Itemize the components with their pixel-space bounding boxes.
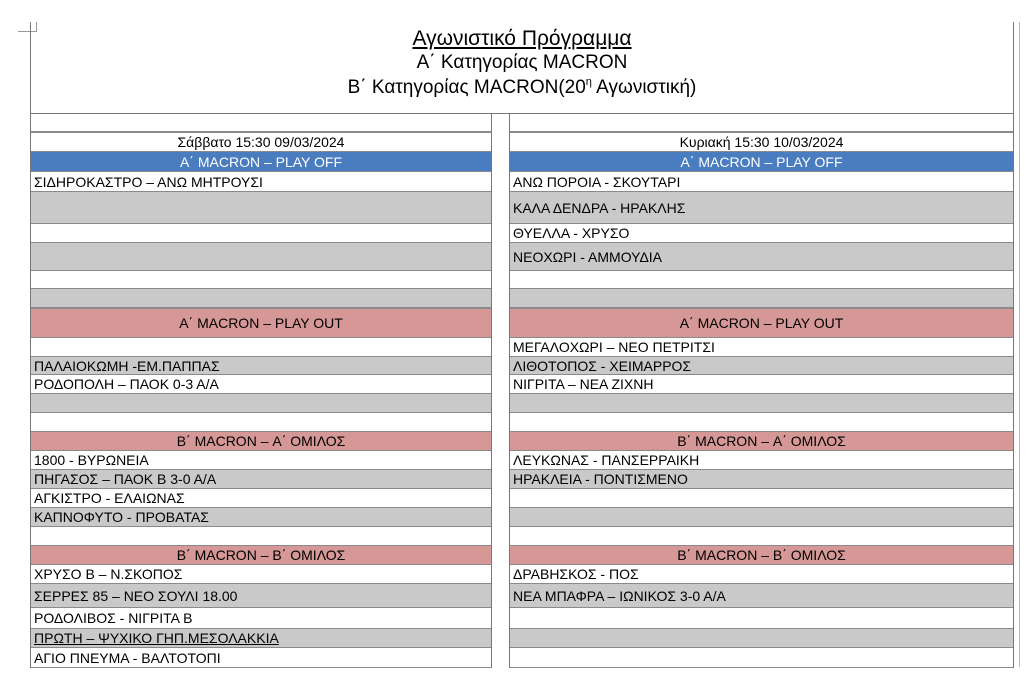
match-row: ΝΙΓΡΙΤΑ – ΝΕΑ ΖΙΧΝΗ bbox=[510, 375, 1013, 394]
empty-row bbox=[31, 243, 491, 271]
spacer-row bbox=[31, 114, 491, 132]
date-row: Σάββατο 15:30 09/03/2024 bbox=[31, 132, 491, 152]
subtitle-b-category: Β΄ Κατηγορίας $MACRON(20^\eta$ Αγωνιστική) bbox=[347, 76, 697, 98]
match-row: ΠΡΩΤΗ – ΨΥΧΙΚΟ ΓΗΠ.ΜΕΣΟΛΑΚΚΙΑ bbox=[31, 629, 491, 648]
match-row: ΛΕΥΚΩΝΑΣ - ΠΑΝΣΕΡΡΑΙΚΗ bbox=[510, 451, 1013, 470]
document-title: Αγωνιστικό Πρόγραμμα bbox=[412, 27, 632, 50]
match-row: ΘΥΕΛΛΑ - ΧΡΥΣΟ bbox=[510, 224, 1013, 243]
match-row: ΔΡΑΒΗΣΚΟΣ - ΠΟΣ bbox=[510, 565, 1013, 584]
page-edge bbox=[1019, 22, 1020, 667]
section-header-play-off: Α΄ MACRON – PLAY OFF bbox=[510, 152, 1013, 172]
match-row: ΣΙΔΗΡΟΚΑΣΤΡΟ – ΑΝΩ ΜΗΤΡΟΥΣΙ bbox=[31, 172, 491, 192]
saturday-column bbox=[30, 114, 492, 668]
empty-row bbox=[510, 271, 1013, 289]
empty-row bbox=[510, 648, 1013, 668]
empty-row bbox=[510, 289, 1013, 308]
schedule-header bbox=[30, 22, 1014, 114]
match-row: ΡΟΔΟΛΙΒΟΣ - ΝΙΓΡΙΤΑ Β bbox=[31, 608, 491, 629]
match-row: ΠΑΛΑΙΟΚΩΜΗ -ΕΜ.ΠΑΠΠΑΣ bbox=[31, 357, 491, 375]
match-row: ΣΕΡΡΕΣ 85 – ΝΕΟ ΣΟΥΛΙ 18.00 bbox=[31, 584, 491, 608]
empty-row bbox=[31, 413, 491, 432]
match-row: ΠΗΓΑΣΟΣ – ΠΑΟΚ Β 3-0 Α/Α bbox=[31, 470, 491, 489]
empty-row bbox=[31, 271, 491, 289]
subtitle-a-category: Α΄ Κατηγορίας MACRON bbox=[416, 52, 628, 73]
empty-row bbox=[510, 608, 1013, 629]
section-header-group-a: Β΄ MACRON – Α΄ ΟΜΙΛΟΣ bbox=[510, 432, 1013, 451]
match-row: ΧΡΥΣΟ Β – Ν.ΣΚΟΠΟΣ bbox=[31, 565, 491, 584]
empty-row bbox=[510, 508, 1013, 527]
empty-row bbox=[510, 394, 1013, 413]
spacer-row bbox=[510, 114, 1013, 132]
match-row: ΡΟΔΟΠΟΛΗ – ΠΑΟΚ 0-3 Α/Α bbox=[31, 375, 491, 394]
empty-row bbox=[510, 413, 1013, 432]
empty-row bbox=[31, 289, 491, 308]
empty-row bbox=[31, 527, 491, 546]
sunday-column bbox=[509, 114, 1014, 668]
section-header-group-b: Β΄ MACRON – Β΄ ΟΜΙΛΟΣ bbox=[31, 546, 491, 565]
section-header-group-b: Β΄ MACRON – Β΄ ΟΜΙΛΟΣ bbox=[510, 546, 1013, 565]
match-row: ΑΝΩ ΠΟΡΟΙΑ - ΣΚΟΥΤΑΡΙ bbox=[510, 172, 1013, 192]
match-row: ΑΓΙΟ ΠΝΕΥΜΑ - ΒΑΛΤΟΤΟΠΙ bbox=[31, 648, 491, 668]
section-header-play-off: Α΄ MACRON – PLAY OFF bbox=[31, 152, 491, 172]
match-row: ΝΕΑ ΜΠΑΦΡΑ – ΙΩΝΙΚΟΣ 3-0 Α/Α bbox=[510, 584, 1013, 608]
match-row: ΑΓΚΙΣΤΡΟ - ΕΛΑΙΩΝΑΣ bbox=[31, 489, 491, 508]
section-header-group-a: Β΄ MACRON – Α΄ ΟΜΙΛΟΣ bbox=[31, 432, 491, 451]
empty-row bbox=[31, 338, 491, 357]
empty-row bbox=[31, 224, 491, 243]
empty-row bbox=[510, 629, 1013, 648]
empty-row bbox=[31, 394, 491, 413]
match-row: ΜΕΓΑΛΟΧΩΡΙ – ΝΕΟ ΠΕΤΡΙΤΣΙ bbox=[510, 338, 1013, 357]
date-row: Κυριακή 15:30 10/03/2024 bbox=[510, 132, 1013, 152]
section-header-play-out: Α΄ MACRON – PLAY OUT bbox=[31, 309, 491, 338]
empty-row bbox=[31, 192, 491, 224]
section-header-play-out: Α΄ MACRON – PLAY OUT bbox=[510, 309, 1013, 338]
match-row: ΗΡΑΚΛΕΙΑ - ΠΟΝΤΙΣΜΕΝΟ bbox=[510, 470, 1013, 489]
match-row: ΛΙΘΟΤΟΠΟΣ - ΧΕΙΜΑΡΡΟΣ bbox=[510, 357, 1013, 375]
match-row: ΝΕΟΧΩΡΙ - ΑΜΜΟΥΔΙΑ bbox=[510, 243, 1013, 271]
match-row: ΚΑΠΝΟΦΥΤΟ - ΠΡΟΒΑΤΑΣ bbox=[31, 508, 491, 527]
empty-row bbox=[510, 489, 1013, 508]
empty-row bbox=[510, 527, 1013, 546]
match-row: ΚΑΛΑ ΔΕΝΔΡΑ - ΗΡΑΚΛΗΣ bbox=[510, 192, 1013, 224]
match-row: 1800 - ΒΥΡΩΝΕΙΑ bbox=[31, 451, 491, 470]
